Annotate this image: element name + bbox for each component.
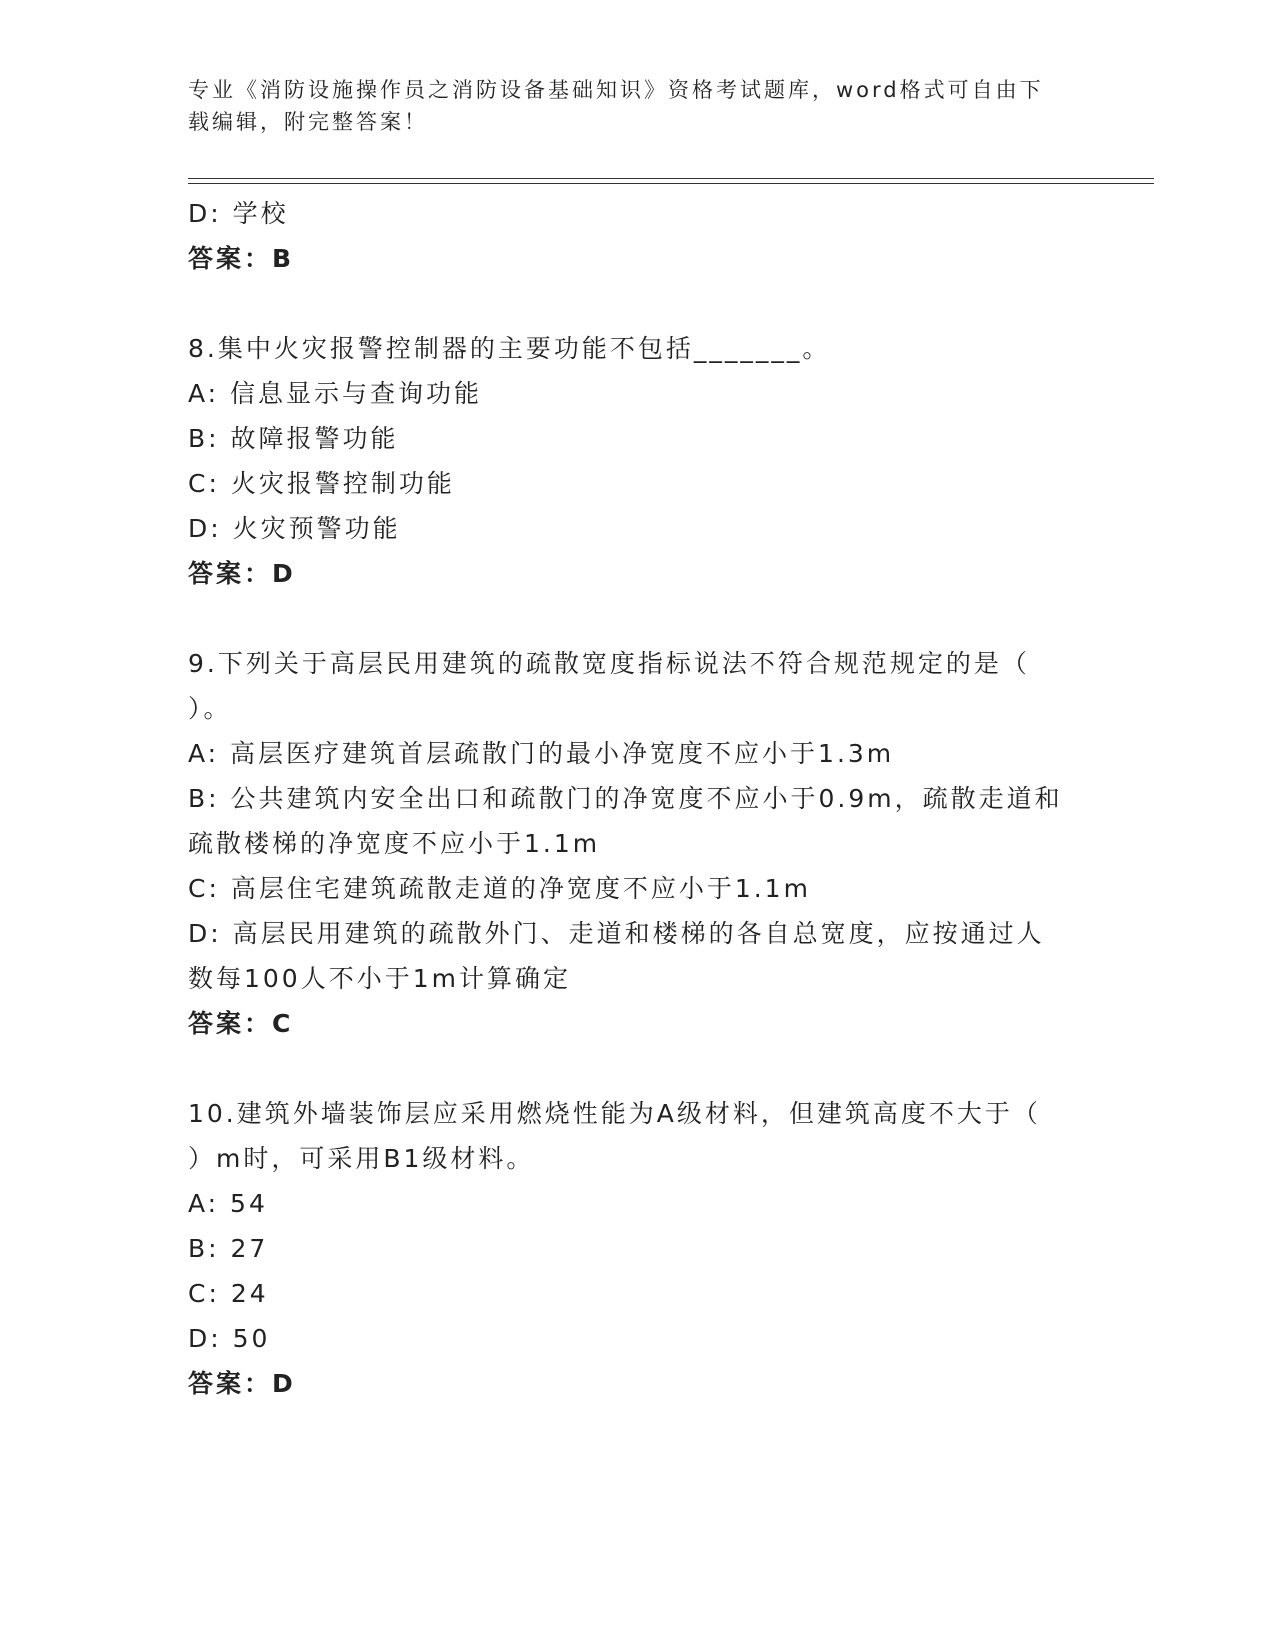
option-b-line-1: B: 公共建筑内安全出口和疏散门的净宽度不应小于0.9m，疏散走道和 (188, 784, 1063, 813)
answer-line: 答案：C (188, 1009, 294, 1038)
answer-line: 答案：D (188, 559, 296, 588)
option-a: A: 高层医疗建筑首层疏散门的最小净宽度不应小于1.3m (188, 739, 895, 768)
spacer (188, 1046, 1088, 1091)
header-rule-top (188, 178, 1154, 179)
question-10 (188, 1091, 1088, 1406)
option-a: A: 信息显示与查询功能 (188, 379, 483, 408)
question-stem-line-2: ）m时，可采用B1级材料。 (188, 1144, 535, 1173)
question-stem-line-1: 10.建筑外墙装饰层应采用燃烧性能为A级材料，但建筑高度不大于（ (188, 1099, 1041, 1128)
header-line-2: 载编辑，附完整答案！ (188, 110, 428, 134)
question-8 (188, 326, 1088, 596)
option-d-line-1: D: 高层民用建筑的疏散外门、走道和楼梯的各自总宽度，应按通过人 (188, 919, 1045, 948)
document-body (188, 191, 1088, 1406)
spacer (188, 281, 1088, 326)
option-c: C: 24 (188, 1279, 269, 1308)
question-9 (188, 641, 1088, 1046)
option-a: A: 54 (188, 1189, 268, 1218)
option-c: C: 高层住宅建筑疏散走道的净宽度不应小于1.1m (188, 874, 811, 903)
document-header (188, 74, 1088, 138)
answer-line: 答案：B (188, 244, 295, 273)
question-stem-line-1: 9.下列关于高层民用建筑的疏散宽度指标说法不符合规范规定的是（ (188, 649, 1030, 678)
option-d-line-2: 数每100人不小于1m计算确定 (188, 964, 571, 993)
question-stem-line-2: ）。 (188, 694, 232, 723)
question-stem: 8.集中火灾报警控制器的主要功能不包括_______。 (188, 334, 831, 363)
spacer (188, 596, 1088, 641)
header-line-1: 专业《消防设施操作员之消防设备基础知识》资格考试题库，word格式可自由下 (188, 78, 1044, 102)
option-d: D: 火灾预警功能 (188, 514, 401, 543)
option-d: D: 50 (188, 1324, 271, 1353)
option-d: D: 学校 (188, 199, 289, 228)
answer-line: 答案：D (188, 1369, 296, 1398)
option-c: C: 火灾报警控制功能 (188, 469, 455, 498)
option-b: B: 27 (188, 1234, 269, 1263)
option-b: B: 故障报警功能 (188, 424, 399, 453)
question-7-fragment (188, 191, 1088, 281)
header-rule-bottom (188, 183, 1154, 184)
option-b-line-2: 疏散楼梯的净宽度不应小于1.1m (188, 829, 601, 858)
